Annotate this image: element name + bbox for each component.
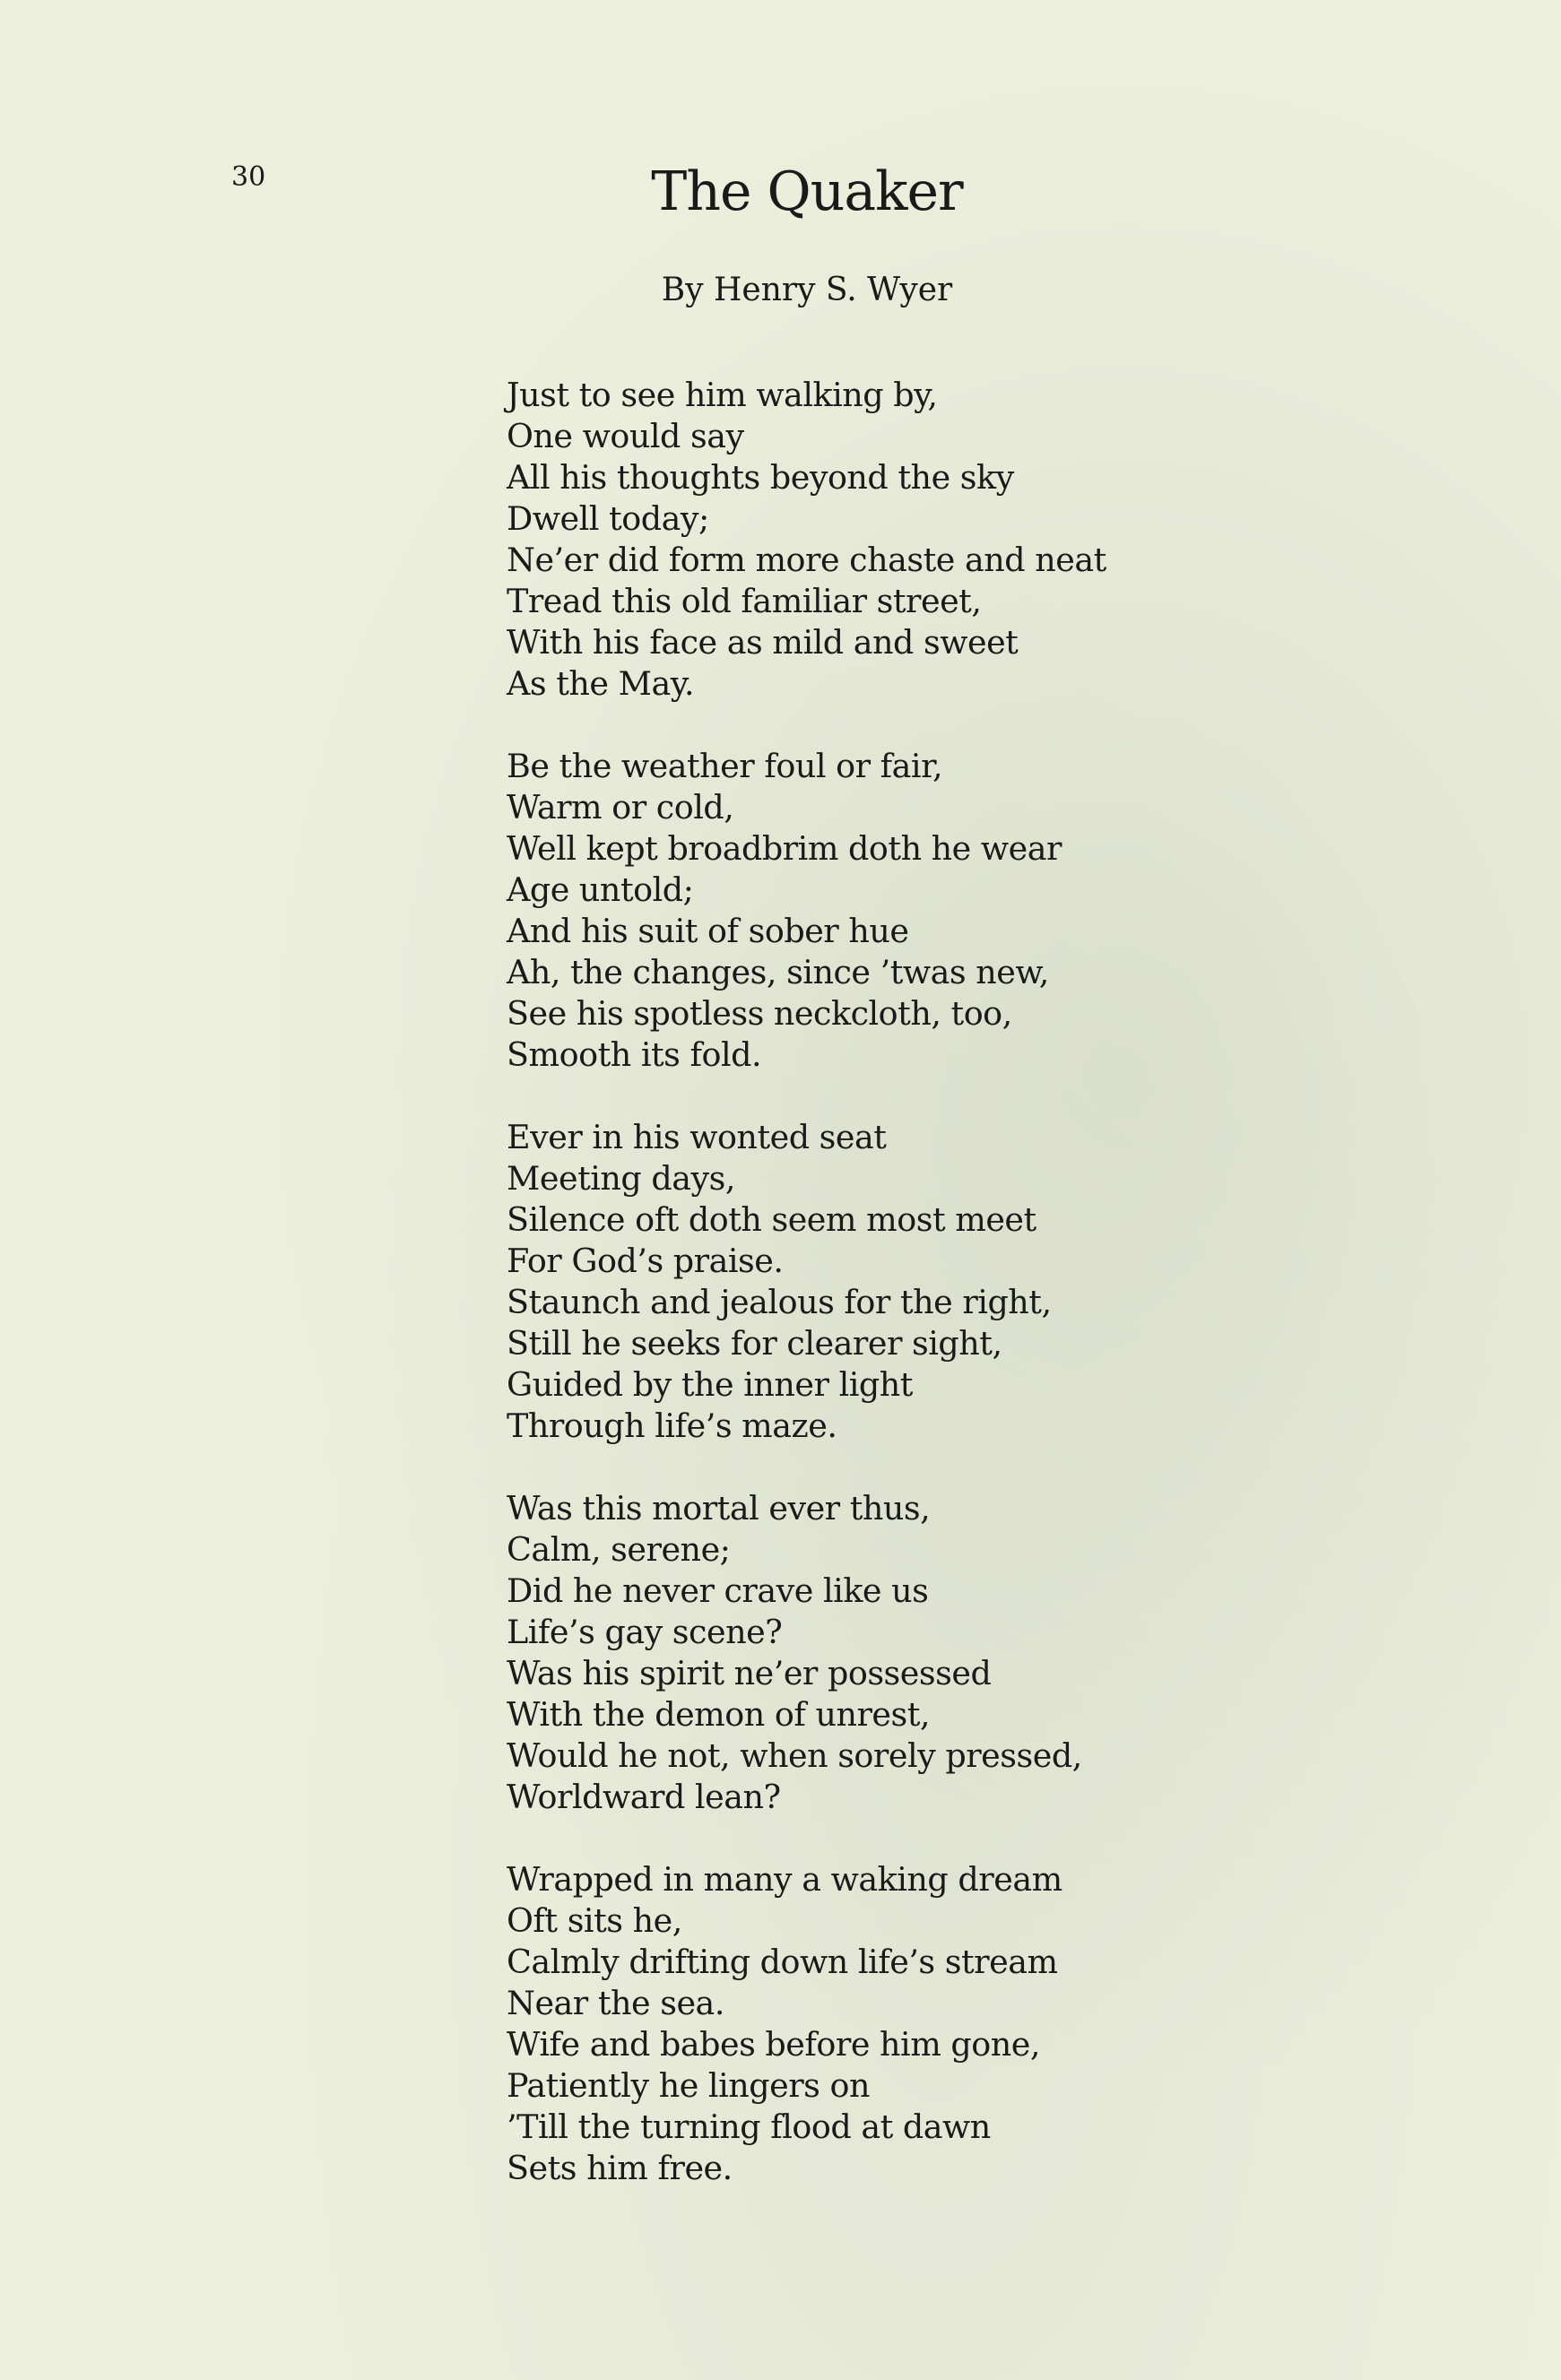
poem-line: With his face as mild and sweet (507, 623, 1019, 662)
poem-line: Calmly drifting down life’s stream (507, 1943, 1058, 1981)
poem-line: Ever in his wonted seat (507, 1118, 887, 1156)
poem-line: Wife and babes before him gone, (507, 2025, 1040, 2064)
poem-line: Dwell today; (507, 499, 709, 538)
poem-line: Would he not, when sorely pressed, (507, 1736, 1082, 1775)
poem-line: Calm, serene; (507, 1530, 731, 1569)
poem-title: The Quaker (651, 160, 963, 223)
poem-line: Just to see him walking by, (507, 376, 938, 414)
poem-line: Ah, the changes, since ’twas new, (507, 953, 1049, 991)
poem-line: ’Till the turning flood at dawn (507, 2107, 991, 2146)
poem-line: As the May. (507, 664, 695, 703)
poem-line: Near the sea. (507, 1984, 724, 2022)
poem-line: For God’s praise. (507, 1242, 784, 1280)
page-number: 30 (231, 161, 266, 193)
poem-line: Was this mortal ever thus, (507, 1489, 931, 1528)
poem-line: Meeting days, (507, 1159, 735, 1198)
poem-line: Life’s gay scene? (507, 1613, 783, 1651)
poem-line: Still he seeks for clearer sight, (507, 1324, 1002, 1363)
poem-line: Smooth its fold. (507, 1035, 762, 1074)
poem-byline: By Henry S. Wyer (661, 272, 953, 308)
poem-line: Was his spirit ne’er possessed (507, 1654, 992, 1692)
stanza-4 (507, 1488, 1242, 1818)
stanza-3 (507, 1117, 1242, 1447)
poem-line: One would say (507, 417, 744, 455)
poem-line: Warm or cold, (507, 788, 734, 827)
poem-line: Worldward lean? (507, 1778, 781, 1816)
poem-line: Sets him free. (507, 2149, 733, 2187)
poem-line: All his thoughts beyond the sky (507, 458, 1014, 497)
poem-line: Age untold; (507, 870, 694, 909)
poem-line: Well kept broadbrim doth he wear (507, 829, 1062, 868)
poem-line: Patiently he lingers on (507, 2066, 870, 2105)
poem-line: See his spotless neckcloth, too, (507, 994, 1012, 1033)
poem-line: Be the weather foul or fair, (507, 747, 943, 785)
poem-line: Oft sits he, (507, 1901, 682, 1940)
stanza-5 (507, 1859, 1242, 2189)
poem-line: Wrapped in many a waking dream (507, 1860, 1062, 1899)
poem-line: Tread this old familiar street, (507, 582, 982, 620)
poem-line: And his suit of sober hue (507, 912, 909, 950)
poem-line: Ne’er did form more chaste and neat (507, 541, 1106, 579)
stanza-2 (507, 746, 1242, 1076)
stanza-1 (507, 375, 1242, 705)
poem-line: Guided by the inner light (507, 1365, 913, 1404)
poem-line: Staunch and jealous for the right, (507, 1283, 1052, 1321)
poem-line: Silence oft doth seem most meet (507, 1200, 1036, 1239)
poem-line: Did he never crave like us (507, 1571, 929, 1610)
poem-body (507, 375, 1242, 2230)
poem-line: Through life’s maze. (507, 1406, 837, 1445)
poem-line: With the demon of unrest, (507, 1695, 931, 1734)
